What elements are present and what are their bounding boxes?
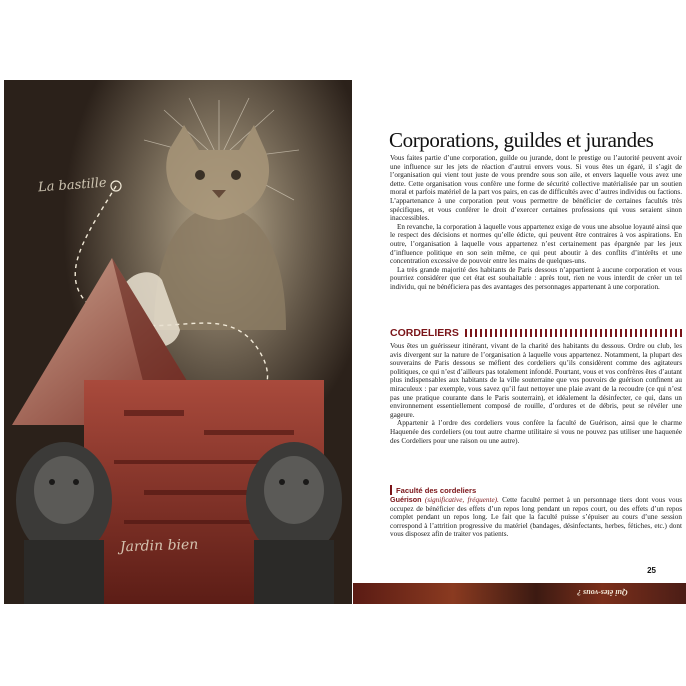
intro-text: [390, 154, 682, 320]
intro-paragraph: La très grande majorité des habitants de Paris dessous n’appartient à aucune corporation et vous pourriez considérer que cet état est souhaitable : après tout, rien ne vous interdit de créer un tel individu, qui ne bénéficiera pas des avantages des personnages appartenant à une corporation.: [390, 265, 682, 291]
section-heading-cordeliers: [390, 326, 682, 340]
cordeliers-paragraph: Appartenir à l’ordre des cordeliers vous confère la faculté de Guérison, ainsi que le charme Haquenée des cordeliers (ou tout autre charme utilitaire si vous ne pouvez pas utiliser une haquenée des Cordeliers pour une raison ou une autre).: [390, 419, 682, 445]
faculty-paragraph: [390, 496, 682, 539]
subheading-marker: [390, 485, 392, 495]
map-caption-top: La bastille: [37, 175, 108, 196]
page-footer: [353, 566, 686, 604]
cordeliers-paragraph: Vous êtes un guérisseur itinérant, vivant de la charité des habitants du dessous. Ordre ou club, les avis divergent sur la nature de l’organisation à laquelle vous appartenez. Notamment, la plupart des souverains de Paris dessous se méfient des cordeliers qu’ils considèrent comme des agitateurs politiques, ce qui n’est d’ailleurs pas totalement infondé. Pourtant, vous et vos confrères êtes d’autant plus indispensables aux habitants de la ville souterraine que vos pouvoirs de guérison confinent au miraculeux : par exemple, vous savez qu’il faut nettoyer une plaie avant de la recoudre (ce qui n’est pas une pratique courante dans le Paris souterrain), et idéalement la désinfecter, ce qui, dans un environnement essentiellement composé de rouille, d’ordures et de débris, peut se révéler une gageure.: [390, 342, 683, 419]
text-page: [353, 80, 686, 604]
collage-illustration: [4, 80, 352, 604]
cordeliers-text: [390, 342, 682, 482]
faculty-subheading-label: Faculté des cordeliers: [396, 485, 477, 495]
intro-paragraph: En revanche, la corporation à laquelle vous appartenez exige de vous une absolue loyauté ainsi que le respect des décisions et normes qu’elle édicte, qui peuvent être contraires à vos aspirations. En outre, l’organisation à laquelle vous appartenez n’est certainement pas épargnée par les jeux d’influence politique en son sein même, ce qui peut aboutir à des conflits d’intérêts et une concentration excessive de pouvoir entre les mains de quelques-uns.: [390, 222, 682, 266]
collage-artwork: [4, 80, 352, 604]
page-title: Corporations, guildes et jurandes: [389, 128, 654, 152]
faculty-name: Guérison: [390, 495, 422, 504]
lion-statue-left: [16, 442, 112, 604]
faculty-text: [390, 496, 682, 562]
map-caption-bottom: Jardin bien: [119, 536, 199, 556]
page-number: 25: [647, 566, 656, 575]
section-heading-label: CORDELIERS: [390, 327, 459, 339]
faculty-subheading: [390, 485, 682, 495]
running-title: Qui êtes-vous ?: [577, 588, 628, 597]
section-heading-rule: [465, 329, 682, 337]
footer-band: [353, 583, 686, 604]
faculty-description: Cette faculté permet à un personnage tiers dont vous vous occupez de bénéficier des effets d’un repos long pendant un repos court, ou des effets d’un repos complet pendant un repos long. Le fait que la faculté puisse s’épuiser au cours d’une session correspond à l’attrition progressive du matériel (bandages, désinfectants, herbes, fétiches, etc.) dont vous disposez afin de traiter vos patients.: [390, 496, 683, 539]
faculty-note: (significative, fréquente).: [424, 496, 499, 504]
lion-statue-right: [246, 442, 342, 604]
intro-paragraph: Vous faites partie d’une corporation, guilde ou jurande, dont le prestige ou l’autorité peuvent avoir une influence sur les jets de réaction d’autrui envers vous. Si vous êtes un égaré, il s’agit de l’organisation qui vient tout juste de vous prendre sous son aile, et envers laquelle vous avez une dette. Cette organisation vous confère une forme de sécurité collective matérialisée par un soutien moral et parfois matériel de la part vos pairs, en cas de difficultés avec d’autres individus ou factions. L’appartenance à une corporation peut vous permettre de bénéficier de certaines facultés très spécifiques, et vous conférer le droit d’exercer certaines professions qui vous seraient sinon inaccessibles.: [390, 154, 682, 223]
